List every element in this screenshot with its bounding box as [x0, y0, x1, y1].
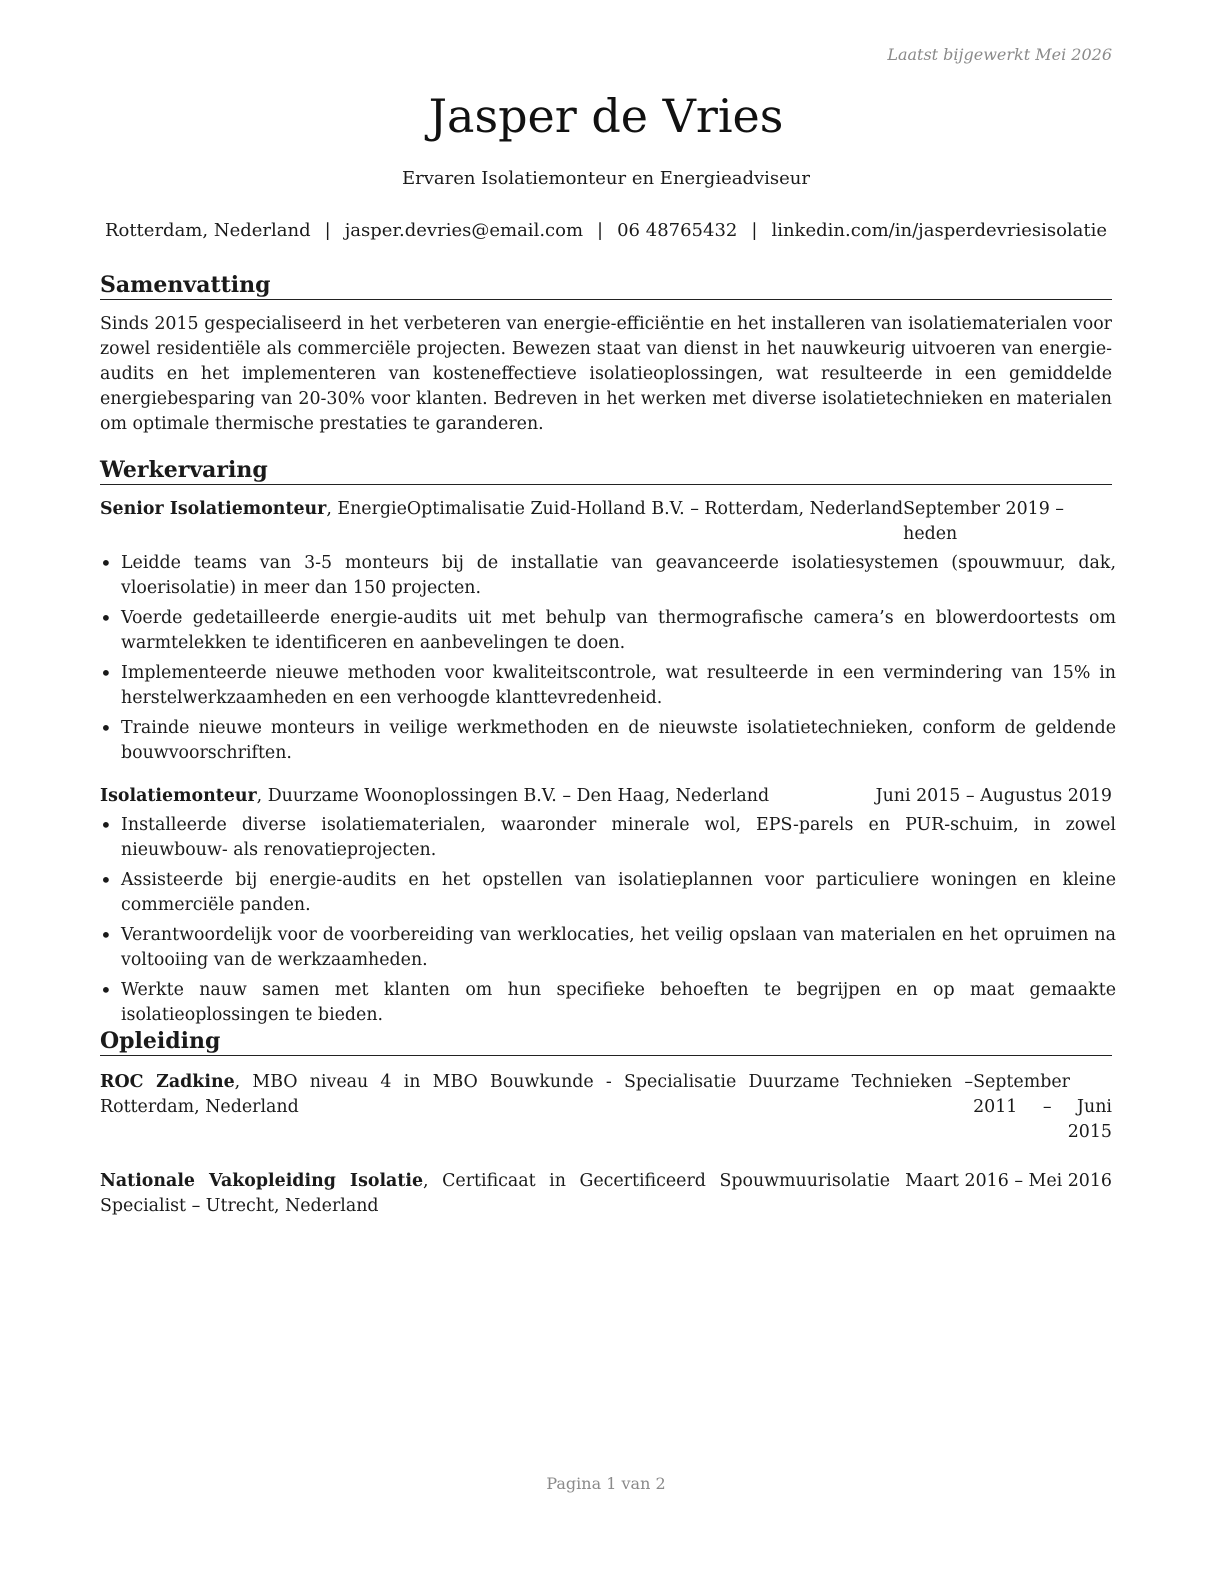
- list-item: • Trainde nieuwe monteurs in veilige werkmethoden en de nieuwste isolatietechnieken, conform de geldende bouwvoorschriften.: [100, 716, 1116, 766]
- contact-separator: |: [324, 220, 331, 241]
- list-item: • Leidde teams van 3-5 monteurs bij de installatie van geavanceerde isolatiesystemen (spouwmuur, dak, vloerisolatie) in meer dan 150 projecten.: [100, 551, 1116, 601]
- education-detail: , MBO niveau 4 in MBO Bouwkunde - Specialisatie Duurzame Technieken – Rotterdam, Nederland: [100, 1072, 974, 1117]
- education-school: ROC Zadkine: [100, 1072, 235, 1092]
- candidate-name: Jasper de Vries: [428, 89, 784, 143]
- education-section: [100, 1027, 1112, 1219]
- list-item: • Voerde gedetailleerde energie-audits uit met behulp van thermografische camera’s en blowerdoortests om warmtelekken te identificeren en aanbevelingen te doen.: [100, 606, 1116, 656]
- summary-text: Sinds 2015 gespecialiseerd in het verbeteren van energie-efficiëntie en het installeren van isolatiematerialen voor zowel residentiële als commerciële projecten. Bewezen staat van dienst in het nauwkeurig uitvoeren van energie-audits en het implementeren van kosteneffectieve isolatieoplossingen, wat resulteerde in een gemiddelde energiebesparing van 20-30% voor klanten. Bedreven in het werken met diverse isolatietechnieken en materialen om optimale thermische prestaties te garanderen.: [100, 314, 1112, 434]
- list-item: • Werkte nauw samen met klanten om hun specifieke behoeften te begrijpen en op maat gemaakte isolatieoplossingen te bieden.: [100, 978, 1116, 1028]
- job-dates: September 2019 – heden: [903, 499, 1064, 544]
- contact-linkedin[interactable]: linkedin.com/in/jasperdevriesisolatie: [771, 220, 1108, 241]
- education-dates: Maart 2016 – Mei 2016: [905, 1171, 1112, 1191]
- resume-page: [100, 0, 1116, 1584]
- education-entry: [100, 1070, 1112, 1145]
- education-heading: Opleiding: [100, 1027, 1112, 1056]
- job-entry: [100, 784, 1116, 1028]
- page-number: Pagina 1 van 2: [546, 1474, 666, 1493]
- job-title: Senior Isolatiemonteur: [100, 499, 327, 519]
- summary-section: [100, 271, 1112, 437]
- job-entry: [100, 497, 1116, 766]
- job-dates: Juni 2015 – Augustus 2019: [875, 786, 1112, 806]
- last-updated-note: Laatst bijgewerkt Mei 2026: [887, 45, 1112, 64]
- contact-location: Rotterdam, Nederland: [104, 220, 311, 241]
- job-bullets: [100, 551, 1116, 766]
- contact-phone[interactable]: 06 48765432: [617, 220, 738, 241]
- job-title: Isolatiemonteur: [100, 786, 257, 806]
- contact-email[interactable]: jasper.devries@email.com: [344, 220, 584, 241]
- education-school: Nationale Vakopleiding Isolatie: [100, 1171, 424, 1191]
- contact-line: [100, 220, 1112, 241]
- candidate-subtitle: Ervaren Isolatiemonteur en Energieadviseur: [402, 168, 810, 189]
- education-dates: September 2011 – Juni 2015: [973, 1072, 1112, 1142]
- contact-separator: |: [751, 220, 758, 241]
- list-item: • Implementeerde nieuwe methoden voor kwaliteitscontrole, wat resulteerde in een vermindering van 15% in herstelwerkzaamheden en een verhoogde klanttevredenheid.: [100, 661, 1116, 711]
- list-item: • Installeerde diverse isolatiematerialen, waaronder minerale wol, EPS-parels en PUR-schuim, in zowel nieuwbouw- als renovatieprojecten.: [100, 813, 1116, 863]
- list-item: • Assisteerde bij energie-audits en het opstellen van isolatieplannen voor particuliere woningen en kleine commerciële panden.: [100, 868, 1116, 918]
- experience-section: [100, 456, 1116, 1033]
- job-company: , EnergieOptimalisatie Zuid-Holland B.V. – Rotterdam, Nederland: [326, 499, 904, 519]
- job-header: [100, 784, 1112, 809]
- list-item: • Verantwoordelijk voor de voorbereiding van werklocaties, het veilig opslaan van materialen en het opruimen na voltooiing van de werkzaamheden.: [100, 923, 1116, 973]
- experience-heading: Werkervaring: [100, 456, 1112, 485]
- job-bullets: [100, 813, 1116, 1028]
- education-detail: , Certificaat in Gecertificeerd Spouwmuurisolatie Specialist – Utrecht, Nederland: [100, 1171, 890, 1216]
- education-entry: [100, 1169, 1112, 1219]
- summary-heading: Samenvatting: [100, 271, 1112, 300]
- job-company: , Duurzame Woonoplossingen B.V. – Den Haag, Nederland: [256, 786, 770, 806]
- contact-separator: |: [597, 220, 604, 241]
- job-header: [100, 497, 1112, 547]
